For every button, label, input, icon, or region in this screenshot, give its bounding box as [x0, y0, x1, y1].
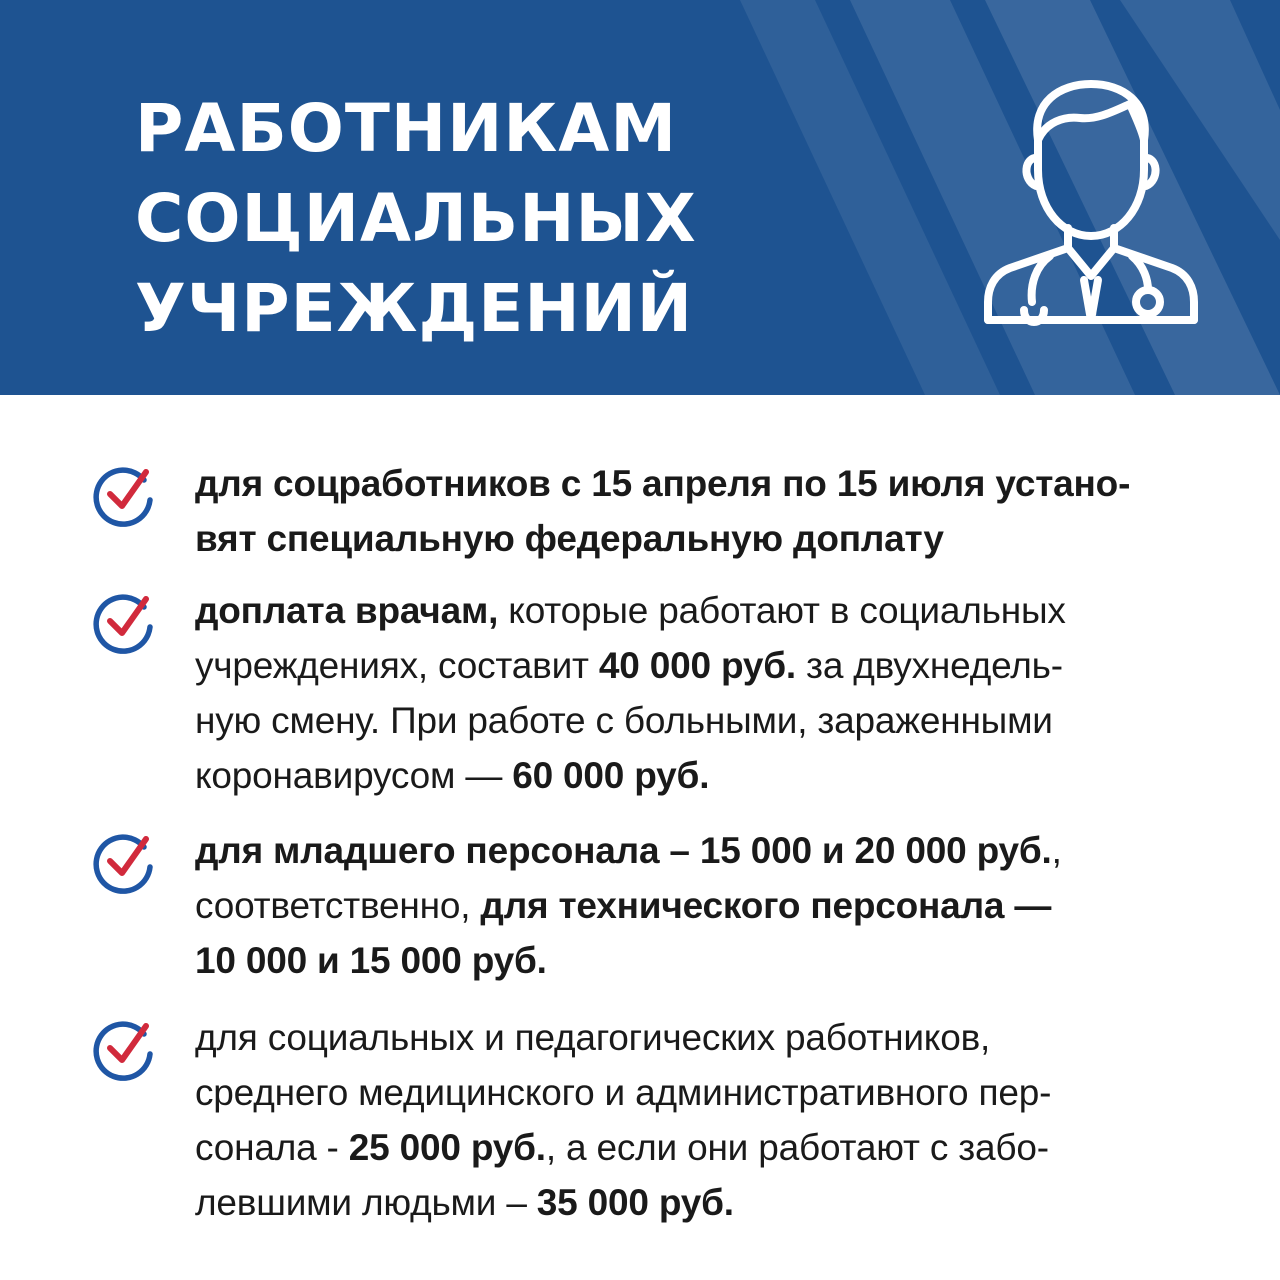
title-line: УЧРЕЖДЕНИЙ: [135, 270, 694, 347]
text-segment: левшими людьми –: [195, 1182, 537, 1223]
check-circle-icon: [90, 589, 156, 655]
text-segment: учреждениях, составит: [195, 645, 599, 686]
check-circle-icon: [90, 829, 156, 895]
text-segment: для технического персонала —: [480, 885, 1052, 926]
title-line: РАБОТНИКАМ: [135, 90, 678, 167]
text-segment: 60 000 руб.: [512, 755, 710, 796]
text-segment: которые работают в социальных: [498, 590, 1066, 631]
text-segment: соответственно,: [195, 885, 481, 926]
item-text: [195, 583, 1255, 803]
text-segment: ную смену. При работе с больными, зараженными: [195, 700, 1053, 741]
text-segment: среднего медицинского и административного пер-: [195, 1072, 1052, 1113]
text-segment: для социальных и педагогических работников,: [195, 1017, 991, 1058]
text-segment: 40 000 руб.: [598, 645, 796, 686]
text-segment: , а если они работают с забо-: [545, 1127, 1049, 1168]
header-banner: [0, 0, 1280, 395]
text-segment: за двухнедель-: [795, 645, 1063, 686]
text-segment: 10 000 и 15 000 руб.: [195, 940, 547, 981]
item-text: [195, 1010, 1255, 1230]
text-segment: 35 000 руб.: [536, 1182, 734, 1223]
check-circle-icon: [90, 462, 156, 528]
text-segment: коронавирусом —: [195, 755, 513, 796]
check-circle-icon: [90, 1016, 156, 1082]
text-segment: для соцработников с 15 апреля по 15 июля устано-: [195, 463, 1131, 504]
item-text: [195, 456, 1255, 566]
text-segment: вят специальную федеральную доплату: [195, 518, 944, 559]
text-segment: 25 000 руб.: [348, 1127, 546, 1168]
text-segment: ,: [1051, 830, 1062, 871]
text-segment: для младшего персонала – 15 000 и 20 000 руб.: [195, 830, 1052, 871]
item-text: [195, 823, 1255, 988]
title-line: СОЦИАЛЬНЫХ: [135, 180, 697, 257]
text-segment: доплата врачам,: [195, 590, 499, 631]
page-title: [135, 84, 697, 354]
doctor-icon: [980, 70, 1202, 328]
text-segment: сонала -: [195, 1127, 349, 1168]
